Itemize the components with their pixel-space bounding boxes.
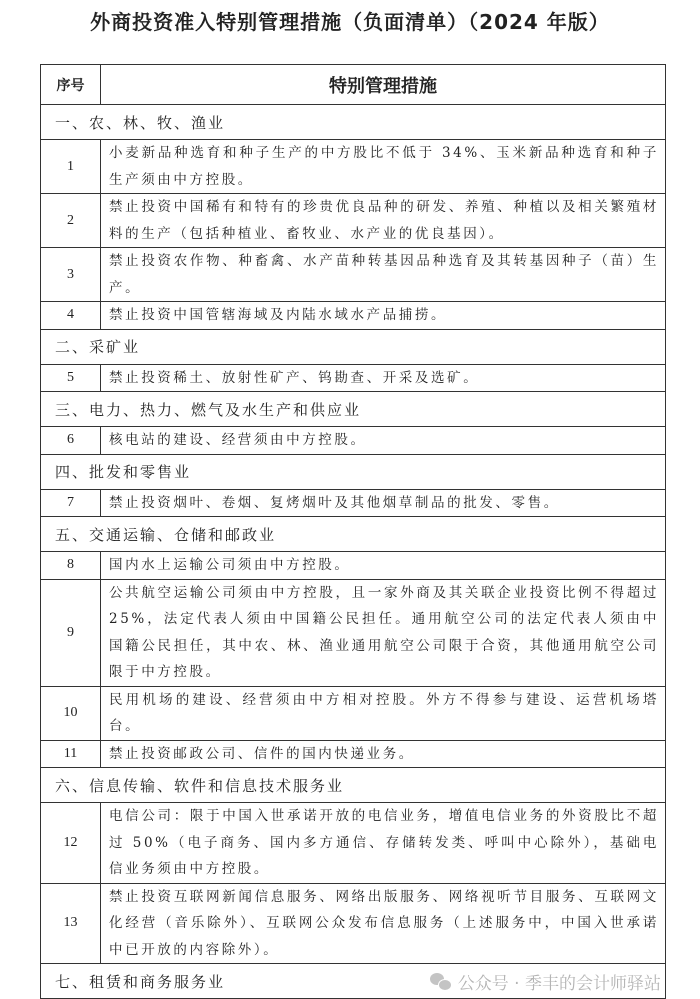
section-cell (41, 964, 666, 999)
measure-text: 国内水上运输公司须由中方控股。 (109, 557, 351, 573)
section-row (41, 454, 666, 489)
watermark (430, 969, 661, 994)
measure-cell (101, 686, 666, 740)
table-row (41, 883, 666, 964)
row-number: 7 (67, 494, 74, 510)
section-title: 四、批发和零售业 (55, 463, 192, 481)
section-cell (41, 105, 666, 140)
measure-text: 禁止投资农作物、种畜禽、水产苗种转基因品种选育及其转基因种子（苗）生产。 (109, 253, 659, 296)
section-cell (41, 329, 666, 364)
section-title: 二、采矿业 (55, 338, 141, 356)
row-number: 6 (67, 432, 74, 448)
row-number-cell (41, 364, 101, 392)
measure-text: 民用机场的建设、经营须由中方相对控股。外方不得参与建设、运营机场塔台。 (109, 691, 659, 734)
table-row (41, 579, 666, 686)
table-row (41, 740, 666, 768)
row-number-cell (41, 803, 101, 884)
measure-text: 公共航空运输公司须由中方控股，且一家外商及其关联企业投资比例不得超过 25%，法定代表人须由中国籍公民担任。通用航空公司的法定代表人须由中国籍公民担任，其中农、林、渔业通用航空公司限于合资，其他通用航空公司限于中方控股。 (109, 584, 659, 680)
measure-cell (101, 579, 666, 686)
row-number-cell (41, 579, 101, 686)
table-row (41, 552, 666, 580)
table-row (41, 803, 666, 884)
table-row (41, 140, 666, 194)
table-row (41, 194, 666, 248)
row-number: 3 (67, 266, 74, 282)
table-row (41, 427, 666, 455)
section-title: 六、信息传输、软件和信息技术服务业 (55, 776, 345, 795)
row-number: 9 (67, 624, 74, 640)
section-title: 一、农、林、牧、渔业 (55, 113, 226, 132)
row-number-cell (41, 489, 101, 517)
row-number: 2 (67, 212, 74, 228)
measure-cell (101, 427, 666, 455)
table-row (41, 489, 666, 517)
section-content (55, 969, 665, 994)
table-header-row (41, 65, 666, 105)
measure-text: 禁止投资互联网新闻信息服务、网络出版服务、网络视听节目服务、互联网文化经营（音乐除外）、互联网公众发布信息服务（上述服务中，中国入世承诺中已开放的内容除外）。 (109, 888, 659, 958)
section-row (41, 517, 666, 552)
measure-text: 小麦新品种选育和种子生产的中方股比不低于 34%、玉米新品种选育和种子生产须由中方控股。 (109, 145, 659, 188)
negative-list-table (40, 64, 666, 999)
measure-text: 核电站的建设、经营须由中方控股。 (109, 432, 367, 448)
row-number: 5 (67, 369, 74, 385)
header-measure: 特别管理措施 (101, 65, 666, 105)
measure-text: 禁止投资稀土、放射性矿产、钨勘查、开采及选矿。 (109, 369, 480, 386)
row-number: 10 (63, 705, 78, 720)
header-number: 序号 (41, 65, 101, 105)
measure-cell (101, 248, 666, 302)
section-title: 五、交通运输、仓储和邮政业 (55, 525, 277, 544)
table-row (41, 248, 666, 302)
section-content (55, 775, 665, 796)
row-number-cell (41, 427, 101, 455)
wechat-icon (430, 972, 452, 990)
section-content (55, 524, 665, 545)
measure-cell (101, 302, 666, 330)
measure-text: 禁止投资烟叶、卷烟、复烤烟叶及其他烟草制品的批发、零售。 (109, 494, 560, 511)
section-content (55, 461, 665, 482)
section-row (41, 964, 666, 999)
measure-cell (101, 740, 666, 768)
measure-cell (101, 364, 666, 392)
section-title: 三、电力、热力、燃气及水生产和供应业 (55, 400, 362, 419)
table-row (41, 302, 666, 330)
measure-cell (101, 883, 666, 964)
measure-cell (101, 552, 666, 580)
measure-text: 电信公司：限于中国入世承诺开放的电信业务，增值电信业务的外资股比不超过 50%（电子商务、国内多方通信、存储转发类、呼叫中心除外），基础电信业务须由中方控股。 (109, 808, 659, 877)
row-number: 12 (63, 834, 78, 850)
measure-cell (101, 140, 666, 194)
table-row (41, 364, 666, 392)
section-content (55, 336, 665, 357)
section-content (55, 112, 665, 133)
row-number-cell (41, 140, 101, 194)
measure-text: 禁止投资中国管辖海域及内陆水域水产品捕捞。 (109, 307, 448, 323)
row-number-cell (41, 740, 101, 768)
section-row (41, 329, 666, 364)
row-number: 4 (67, 307, 74, 323)
section-row (41, 768, 666, 803)
table-row (41, 686, 666, 740)
row-number-cell (41, 302, 101, 330)
measure-cell (101, 803, 666, 884)
row-number-cell (41, 883, 101, 964)
section-cell (41, 392, 666, 427)
section-cell (41, 768, 666, 803)
page-title: 外商投资准入特别管理措施（负面清单）（2024 年版） (90, 10, 610, 34)
measure-cell (101, 194, 666, 248)
row-number: 1 (67, 158, 74, 174)
measure-cell (101, 489, 666, 517)
section-row (41, 392, 666, 427)
row-number-cell (41, 552, 101, 580)
section-title: 七、租赁和商务服务业 (55, 972, 226, 991)
section-cell (41, 517, 666, 552)
section-content (55, 399, 665, 420)
section-row (41, 105, 666, 140)
row-number: 13 (63, 915, 78, 931)
row-number-cell (41, 686, 101, 740)
row-number-cell (41, 194, 101, 248)
section-cell (41, 454, 666, 489)
row-number: 11 (63, 745, 78, 761)
measure-text: 禁止投资中国稀有和特有的珍贵优良品种的研发、养殖、种植以及相关繁殖材料的生产（包括种植业、畜牧业、水产业的优良基因）。 (109, 199, 659, 242)
row-number-cell (41, 248, 101, 302)
row-number: 8 (67, 557, 74, 573)
measure-text: 禁止投资邮政公司、信件的国内快递业务。 (109, 745, 415, 762)
watermark-text: 公众号 · 季丰的会计师驿站 (457, 973, 661, 994)
